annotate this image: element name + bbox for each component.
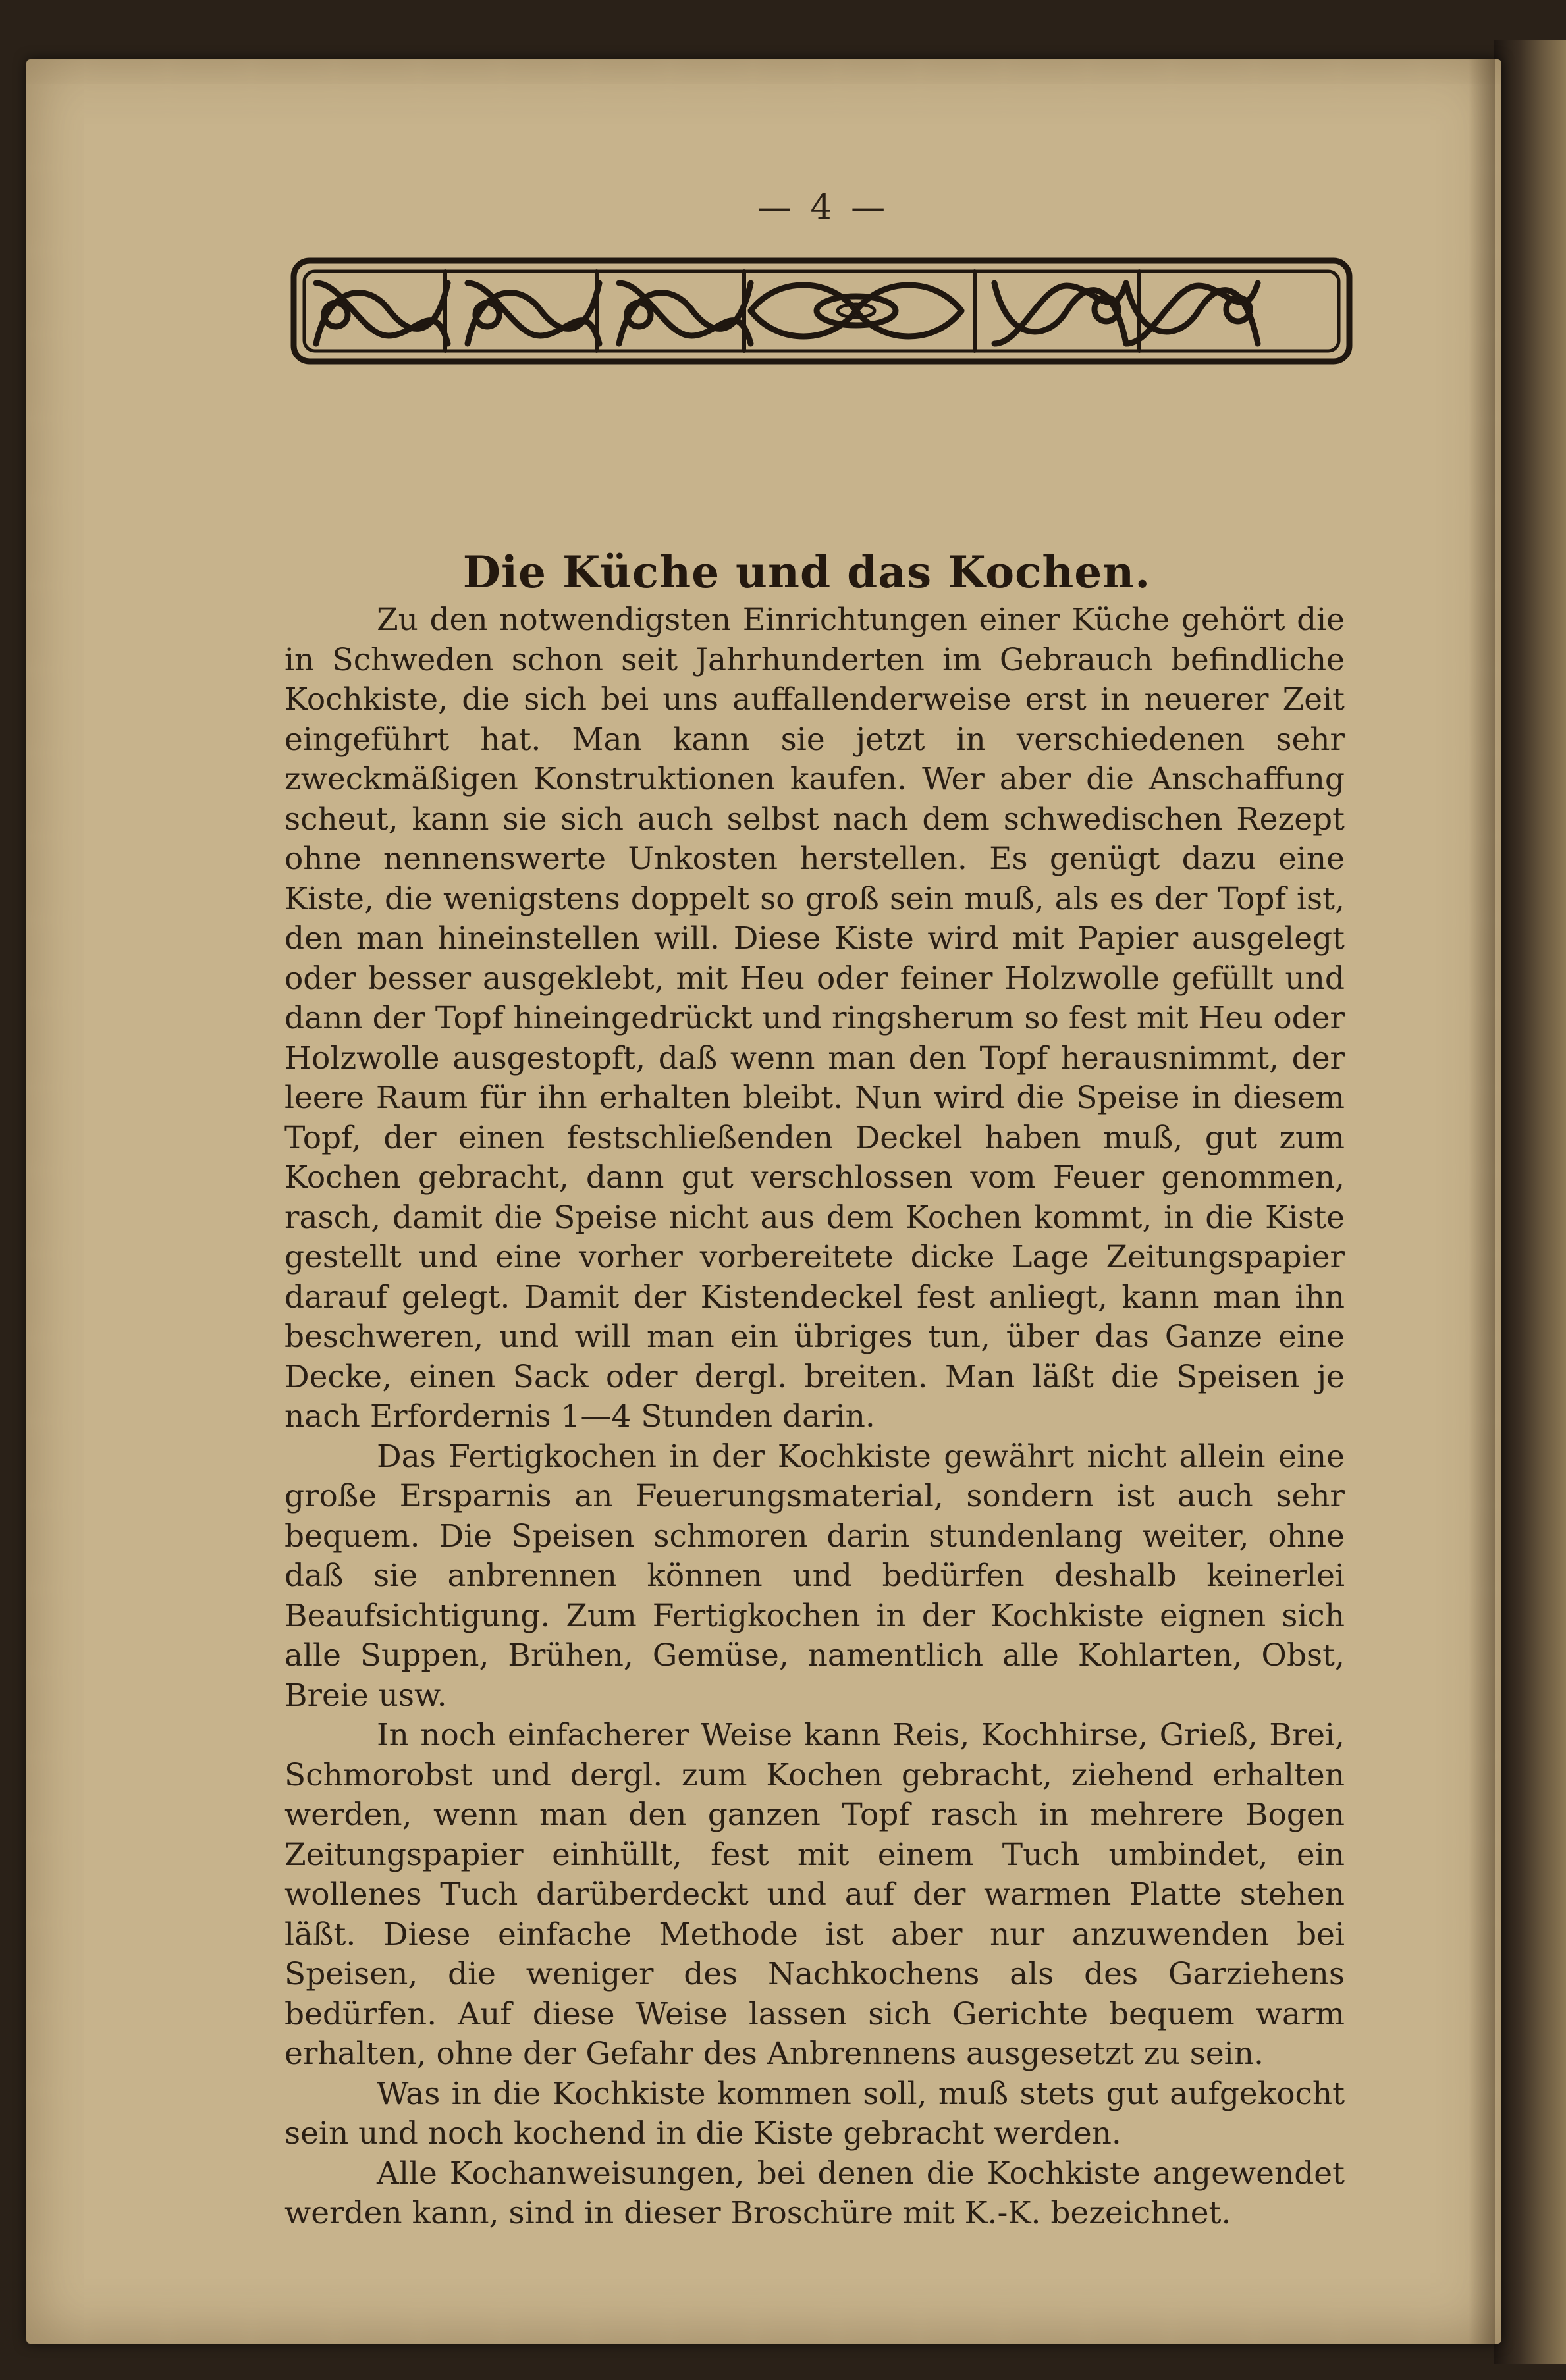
celtic-knot-band-icon xyxy=(290,257,1353,365)
paragraph: Alle Kochanweisungen, bei denen die Kochkiste angewendet werden kann, sind in dieser Broschüre mit K.-K. bezeichnet. xyxy=(284,2155,1345,2231)
article-body xyxy=(284,600,1345,2234)
paragraph: Das Fertigkochen in der Kochkiste gewährt nicht allein eine große Ersparnis an Feuerungsmaterial, sondern ist auch sehr bequem. Die Speisen schmoren darin stundenlang weiter, ohne daß sie anbrennen können und bedürfen deshalb keinerlei Beaufsichtigung. Zum Fertigkochen in der Kochkiste eignen sich alle Suppen, Brühen, Gemüse, namentlich alle Kohlarten, Obst, Breie usw. xyxy=(284,1438,1345,1714)
paragraph: In noch einfacherer Weise kann Reis, Kochhirse, Grieß, Brei, Schmorobst und dergl. zum Kochen gebracht, ziehend erhalten werden, wenn man den ganzen Topf rasch in mehrere Bogen Zeitungspapier einhüllt, fest mit einem Tuch umbindet, ein wollenes Tuch darüberdeckt und auf der warmen Platte stehen läßt. Diese einfache Methode ist aber nur anzuwenden bei Speisen, die weniger des Nachkochens als des Garziehens bedürfen. Auf diese Weise lassen sich Gerichte bequem warm erhalten, ohne der Gefahr des Anbrennens ausgesetzt zu sein. xyxy=(284,1717,1345,2072)
page-fold-shadow xyxy=(1469,59,1495,2344)
paragraph: Zu den notwendigsten Einrichtungen einer Küche gehört die in Schweden schon seit Jahrhunderten im Gebrauch befindliche Kochkiste, die sich bei uns auffallenderweise erst in neuerer Zeit eingeführt hat. Man kann sie jetzt in verschiedenen sehr zweckmäßigen Konstruktionen kaufen. Wer aber die Anschaffung scheut, kann sie sich auch selbst nach dem schwedischen Rezept ohne nennenswerte Unkosten herstellen. Es genügt dazu eine Kiste, die wenigstens doppelt so groß sein muß, als es der Topf ist, den man hineinstellen will. Diese Kiste wird mit Papier ausgelegt oder besser ausgeklebt, mit Heu oder feiner Holzwolle gefüllt und dann der Topf hineingedrückt und ringsherum so fest mit Heu oder Holzwolle ausgestopft, daß wenn man den Topf herausnimmt, der leere Raum für ihn erhalten bleibt. Nun wird die Speise in diesem Topf, der einen festschließenden Deckel haben muß, gut zum Kochen gebracht, dann gut verschlossen vom Feuer genommen, rasch, damit die Speise nicht aus dem Kochen kommt, in die Kiste gestellt und eine vorher vorbereitete dicke Lage Zeitungspapier darauf gelegt. Damit der Kistendeckel fest anliegt, kann man ihn beschweren, und will man ein übriges tun, über das Ganze eine Decke, einen Sack oder dergl. breiten. Man läßt die Speisen je nach Erfordernis 1—4 Stunden darin. xyxy=(284,602,1345,1435)
page-number: — 4 — xyxy=(757,188,890,227)
paragraph: Was in die Kochkiste kommen soll, muß stets gut aufgekocht sein und noch kochend in die Kiste gebracht werden. xyxy=(284,2075,1345,2152)
article-title: Die Küche und das Kochen. xyxy=(462,546,1151,598)
book-spine xyxy=(1494,40,1566,2364)
